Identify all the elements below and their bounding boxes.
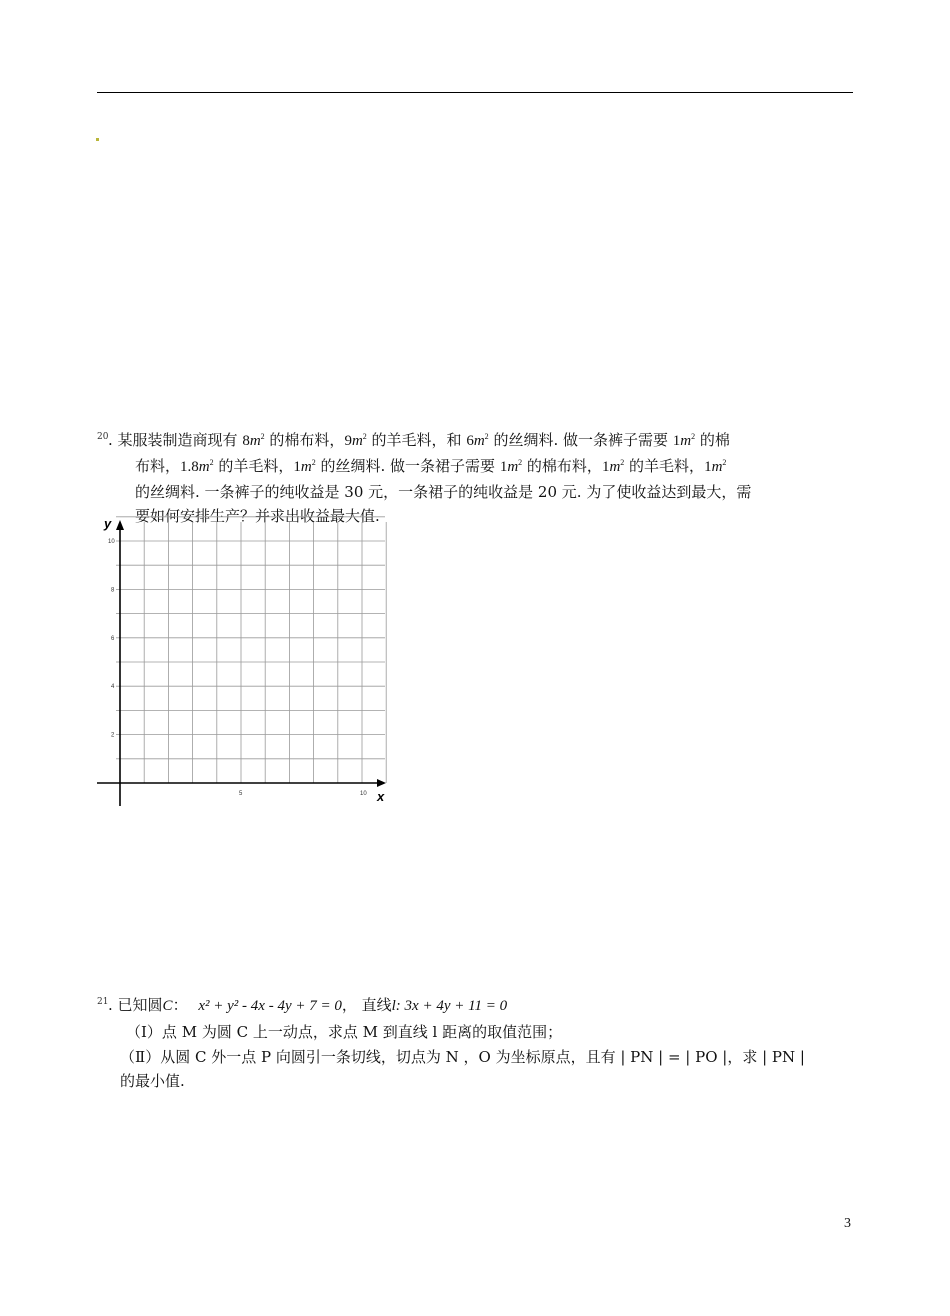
question-20-number: 20 [97, 432, 109, 442]
y-tick-label: 6 [111, 635, 115, 642]
y-axis-arrow [116, 520, 124, 530]
question-21-part-2-end: 的最小值. [120, 1072, 185, 1090]
question-20-line-1: . 某服装制造商现有 $8m^2$ 的棉布料，$9m^2$ 的羊毛料，和 $6m^2$ 的丝绸料. 做一条裤子需要 $1m^2$ 的棉 [108, 431, 730, 449]
x-tick-label: 10 [360, 791, 367, 797]
question-21-number: 21 [97, 997, 109, 1007]
question-21-line-1: . 已知圆C： x² + y² - 4x - 4y + 7 = 0， 直线l: 3x + 4y + 11 = 0 [108, 996, 508, 1014]
y-tick-label: 8 [111, 587, 115, 594]
x-axis-arrow [377, 779, 386, 787]
question-21-part-1: （Ⅰ）点 M 为圆 C 上一动点，求点 M 到直线 l 距离的取值范围； [126, 1023, 563, 1041]
y-axis-label: y [104, 516, 112, 531]
circle-equation: x² + y² - 4x - 4y + 7 = 0 [198, 998, 342, 1014]
y-tick-label: 2 [111, 732, 115, 739]
x-tick-label: 5 [239, 791, 243, 797]
question-20-line-4: 要如何安排生产？并求出收益最大值. [135, 507, 380, 525]
question-20-line-2: 布料，$1.8m^2$ 的羊毛料，$1m^2$ 的丝绸料. 做一条裙子需要 $1m^2$ 的棉布料，$1m^2$ 的羊毛料，$1m^2$ [135, 457, 727, 475]
x-axis-label: x [377, 789, 385, 804]
page-number: 3 [844, 1216, 851, 1231]
y-tick-label: 10 [108, 539, 115, 545]
y-tick-label: 4 [111, 684, 115, 691]
question-20-line-3: 的丝绸料. 一条裤子的纯收益是 30 元，一条裙子的纯收益是 20 元. 为了使收益达到最大，需 [135, 483, 752, 501]
line-equation: : 3x + 4y + 11 = 0 [395, 998, 508, 1014]
question-21-part-2: （Ⅱ）从圆 C 外一点 P 向圆引一条切线，切点为 N ，O 为坐标原点，且有 | PN | = | PO |，求 | PN | [120, 1048, 805, 1066]
